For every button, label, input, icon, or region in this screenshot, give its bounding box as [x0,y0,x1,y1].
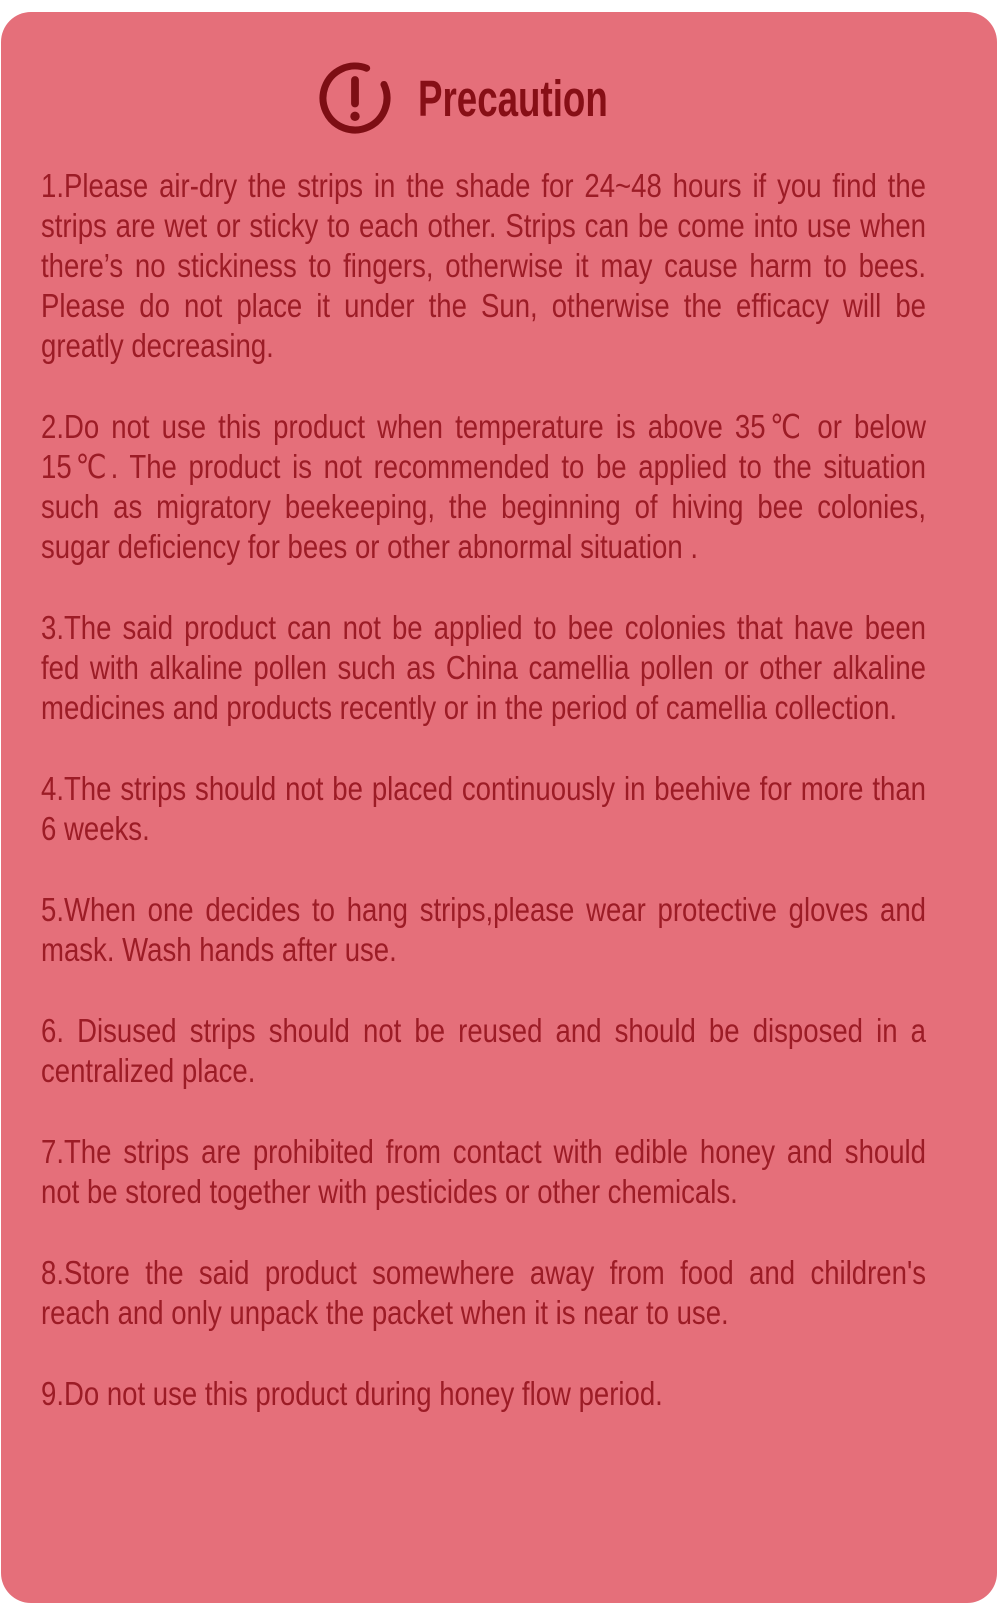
precaution-panel [1,12,997,1603]
page-title: Precaution [418,69,608,127]
header [41,58,957,138]
precaution-item-8: 8.Store the said product somewhere away from food and children's reach and only unpack the packet when it is near to use. [41,1254,926,1331]
precaution-item-5: 5.When one decides to hang strips,please wear protective gloves and mask. Wash hands after use. [41,891,926,968]
precaution-item-3: 3.The said product can not be applied to bee colonies that have been fed with alkaline pollen such as China camellia pollen or other alkaline medicines and products recently or in the period of camellia collection. [41,609,926,726]
precaution-item-9: 9.Do not use this product during honey flow period. [41,1375,663,1412]
precaution-item-2: 2.Do not use this product when temperature is above 35℃ or below 15℃. The product is not recommended to be applied to the situation such as migratory beekeeping, the beginning of hiving bee colonies, sugar deficiency for bees or other abnormal situation . [41,408,926,565]
precaution-item-6: 6. Disused strips should not be reused and should be disposed in a centralized place. [41,1012,926,1089]
precaution-item-1: 1.Please air-dry the strips in the shade for 24~48 hours if you find the strips are wet or sticky to each other. Strips can be come into use when there’s no stickiness to fingers, otherwise it may cause harm to bees. Please do not place it under the Sun, otherwise the efficacy will be greatly decreasing. [41,167,926,364]
precaution-item-4: 4.The strips should not be placed continuously in beehive for more than 6 weeks. [41,770,926,847]
precaution-item-7: 7.The strips are prohibited from contact with edible honey and should not be stored together with pesticides or other chemicals. [41,1133,926,1210]
precaution-list [41,166,926,1414]
alert-circle-icon [316,59,394,137]
